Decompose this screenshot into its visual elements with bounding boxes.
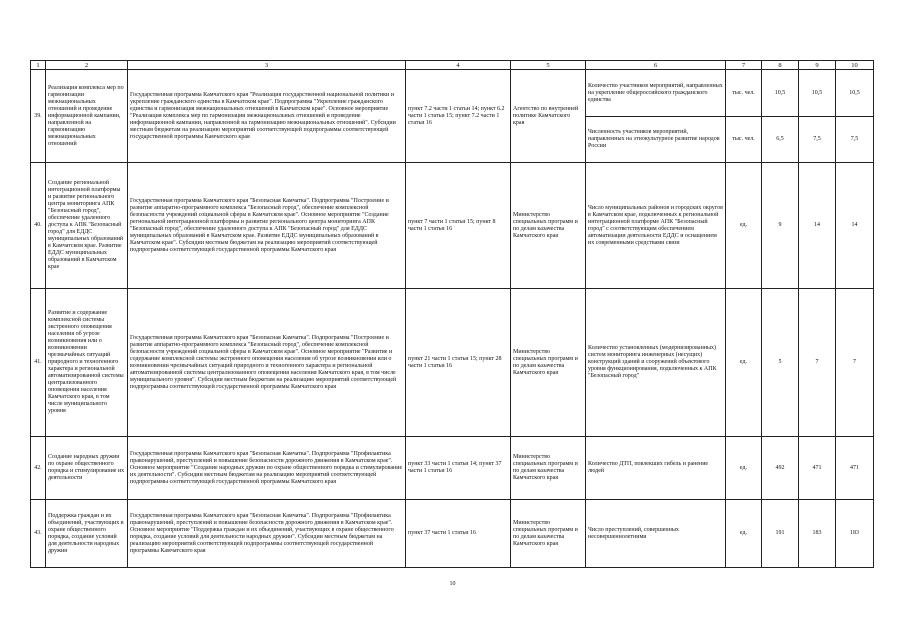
value-cell: 9 bbox=[762, 163, 799, 289]
unit-cell: ед. bbox=[726, 289, 762, 437]
column-number: 7 bbox=[726, 61, 762, 70]
executor-cell: Министерство специальных программ и по делам казачества Камчатского края bbox=[511, 500, 586, 568]
value-cell: 7,5 bbox=[799, 117, 836, 163]
value-cell: 10,5 bbox=[799, 70, 836, 117]
value-cell: 183 bbox=[836, 500, 874, 568]
column-number: 10 bbox=[836, 61, 874, 70]
activity-cell: Развитие и содержание комплексной системы экстренного оповещения населения об угрозе возникновения или о возникновении чрезвычайных ситуаций природного и техногенного характера и региональной автоматизированной системы централизованного оповещения населения Камчатского края, в том числе муниципального уровня bbox=[46, 289, 128, 437]
column-number: 6 bbox=[586, 61, 726, 70]
column-number: 4 bbox=[406, 61, 511, 70]
indicator-cell: Число муниципальных районов и городских округов в Камчатском крае, подключенных к региональной интеграционной платформе АПК "Безопасный город" с соответствующим обеспечением автоматизации деятельности ЕДДС и оснащением их современными средствами связи bbox=[586, 163, 726, 289]
column-number-row bbox=[31, 61, 874, 70]
column-number: 9 bbox=[799, 61, 836, 70]
law-cell: пункт 33 части 1 статьи 14; пункт 37 части 1 статьи 16 bbox=[406, 437, 511, 500]
law-cell: пункт 7.2 части 1 статьи 14; пункт 6.2 части 1 статьи 15; пункт 7.2 части 1 статьи 16 bbox=[406, 70, 511, 163]
table-row bbox=[31, 500, 874, 568]
indicator-cell: Количество установленных (модернизированных) систем мониторинга инженерных (несущих) конструкций зданий и сооружений объектового уровня функционирования, подключенных к АПК "Безопасный город" bbox=[586, 289, 726, 437]
value-cell: 5 bbox=[762, 289, 799, 437]
unit-cell: ед. bbox=[726, 500, 762, 568]
column-number: 1 bbox=[31, 61, 46, 70]
table-row bbox=[31, 70, 874, 117]
value-cell: 492 bbox=[762, 437, 799, 500]
row-number: 39. bbox=[31, 70, 46, 163]
program-table bbox=[30, 60, 874, 568]
column-number: 2 bbox=[46, 61, 128, 70]
law-cell: пункт 7 части 1 статьи 15; пункт 8 части 1 статьи 16 bbox=[406, 163, 511, 289]
column-number: 5 bbox=[511, 61, 586, 70]
program-cell: Государственная программа Камчатского края "Безопасная Камчатка". Подпрограмма "Профилактика правонарушений, преступлений и повышение безопасности дорожного движения в Камчатском крае". Основное мероприятие "Поддержка граждан и их объединений, участвующих в охране общественного порядка, создание условий для деятельности народных дружин". Субсидии местным бюджетам на реализацию мероприятий соответствующей подпрограммы соответствующей государственной программы Камчатского края bbox=[128, 500, 406, 568]
activity-cell: Реализация комплекса мер по гармонизации межнациональных отношений и проведение информационной кампании, направленной на гармонизацию межнациональных отношений bbox=[46, 70, 128, 163]
indicator-cell: Число преступлений, совершенных несовершеннолетними bbox=[586, 500, 726, 568]
column-number: 8 bbox=[762, 61, 799, 70]
unit-cell: тыс. чел. bbox=[726, 70, 762, 117]
table-row bbox=[31, 289, 874, 437]
program-cell: Государственная программа Камчатского края "Безопасная Камчатка". Подпрограмма "Построение и развитие аппаратно-программного комплекса "Безопасный город", обеспечение комплексной безопасности учреждений социальной сферы в Камчатском крае". Основное мероприятие "Развитие и содержание комплексной системы экстренного оповещения населения об угрозе возникновения или о возникновении чрезвычайных ситуаций природного и техногенного характера и региональной автоматизированной системы централизованного оповещения населения Камчатского края, в том числе муниципального уровня". Субсидии местным бюджетам на реализацию мероприятий соответствующей подпрограммы соответствующей государственной программы Камчатского края bbox=[128, 289, 406, 437]
table-row bbox=[31, 163, 874, 289]
executor-cell: Министерство специальных программ и по делам казачества Камчатского края bbox=[511, 437, 586, 500]
unit-cell: ед. bbox=[726, 437, 762, 500]
value-cell: 10,5 bbox=[762, 70, 799, 117]
activity-cell: Поддержка граждан и их объединений, участвующих в охране общественного порядка, создание условий для деятельности народных дружин bbox=[46, 500, 128, 568]
row-number: 40. bbox=[31, 163, 46, 289]
unit-cell: ед. bbox=[726, 163, 762, 289]
indicator-cell: Количество участников мероприятий, направленных на укрепление общероссийского гражданского единства bbox=[586, 70, 726, 117]
law-cell: пункт 21 части 1 статьи 15; пункт 28 части 1 статьи 16 bbox=[406, 289, 511, 437]
value-cell: 471 bbox=[836, 437, 874, 500]
value-cell: 10,5 bbox=[836, 70, 874, 117]
value-cell: 7 bbox=[836, 289, 874, 437]
page-number: 10 bbox=[449, 581, 456, 587]
value-cell: 14 bbox=[836, 163, 874, 289]
executor-cell: Агентство по внутренней политике Камчатского края bbox=[511, 70, 586, 163]
value-cell: 7 bbox=[799, 289, 836, 437]
value-cell: 183 bbox=[799, 500, 836, 568]
program-cell: Государственная программа Камчатского края "Безопасная Камчатка". Подпрограмма "Профилактика правонарушений, преступлений и повышение безопасности дорожного движения в Камчатском крае". Основное мероприятие "Создание народных дружин по охране общественного порядка и стимулирование их деятельности". Субсидии местным бюджетам на реализацию мероприятий соответствующей подпрограммы соответствующей государственной программы Камчатского края bbox=[128, 437, 406, 500]
value-cell: 14 bbox=[799, 163, 836, 289]
program-cell: Государственная программа Камчатского края "Реализация государственной национальной политики и укрепление гражданского единства в Камчатском крае". Подпрограмма "Укрепление гражданского единства и гармонизация межнациональных отношений в Камчатском крае". Основное мероприятие "Реализация комплекса мер по гармонизации межнациональных отношений и проведение информационной кампании, направленной на гармонизацию межнациональных отношений". Субсидии местным бюджетам на реализацию мероприятий соответствующей подпрограммы соответствующей государственной программы Камчатского края bbox=[128, 70, 406, 163]
table-row bbox=[31, 437, 874, 500]
unit-cell: тыс. чел. bbox=[726, 117, 762, 163]
activity-cell: Создание народных дружин по охране общественного порядка и стимулирование их деятельности bbox=[46, 437, 128, 500]
indicator-cell: Численность участников мероприятий, направленных на этнокультурное развитие народов России bbox=[586, 117, 726, 163]
activity-cell: Создание региональной интеграционной платформы и развитие регионального центра мониторинга АПК "Безопасный город", обеспечение удаленного доступа к АПК "Безопасный город" для ЕДДС муниципальных образований в Камчатском крае. Развитие ЕДДС муниципальных образований в Камчатском крае bbox=[46, 163, 128, 289]
value-cell: 471 bbox=[799, 437, 836, 500]
executor-cell: Министерство специальных программ и по делам казачества Камчатского края bbox=[511, 289, 586, 437]
value-cell: 191 bbox=[762, 500, 799, 568]
row-number: 43. bbox=[31, 500, 46, 568]
column-number: 3 bbox=[128, 61, 406, 70]
program-cell: Государственная программа Камчатского края "Безопасная Камчатка". Подпрограмма "Построение и развитие аппаратно-программного комплекса "Безопасный город", обеспечение комплексной безопасности учреждений социальной сферы в Камчатском крае". Основное мероприятие "Создание региональной интеграционной платформы и развитие регионального центра мониторинга АПК "Безопасный город", обеспечение удаленного доступа к АПК "Безопасный город" для ЕДДС муниципальных образований в Камчатском крае. Развитие ЕДДС муниципальных образований в Камчатском крае". Субсидии местным бюджетам на реализацию мероприятий соответствующей подпрограммы соответствующей государственной программы Камчатского края bbox=[128, 163, 406, 289]
value-cell: 7,5 bbox=[836, 117, 874, 163]
row-number: 41. bbox=[31, 289, 46, 437]
indicator-cell: Количество ДТП, повлекших гибель и ранение людей bbox=[586, 437, 726, 500]
row-number: 42. bbox=[31, 437, 46, 500]
executor-cell: Министерство специальных программ и по делам казачества Камчатского края bbox=[511, 163, 586, 289]
law-cell: пункт 37 части 1 статьи 16 bbox=[406, 500, 511, 568]
value-cell: 6,5 bbox=[762, 117, 799, 163]
